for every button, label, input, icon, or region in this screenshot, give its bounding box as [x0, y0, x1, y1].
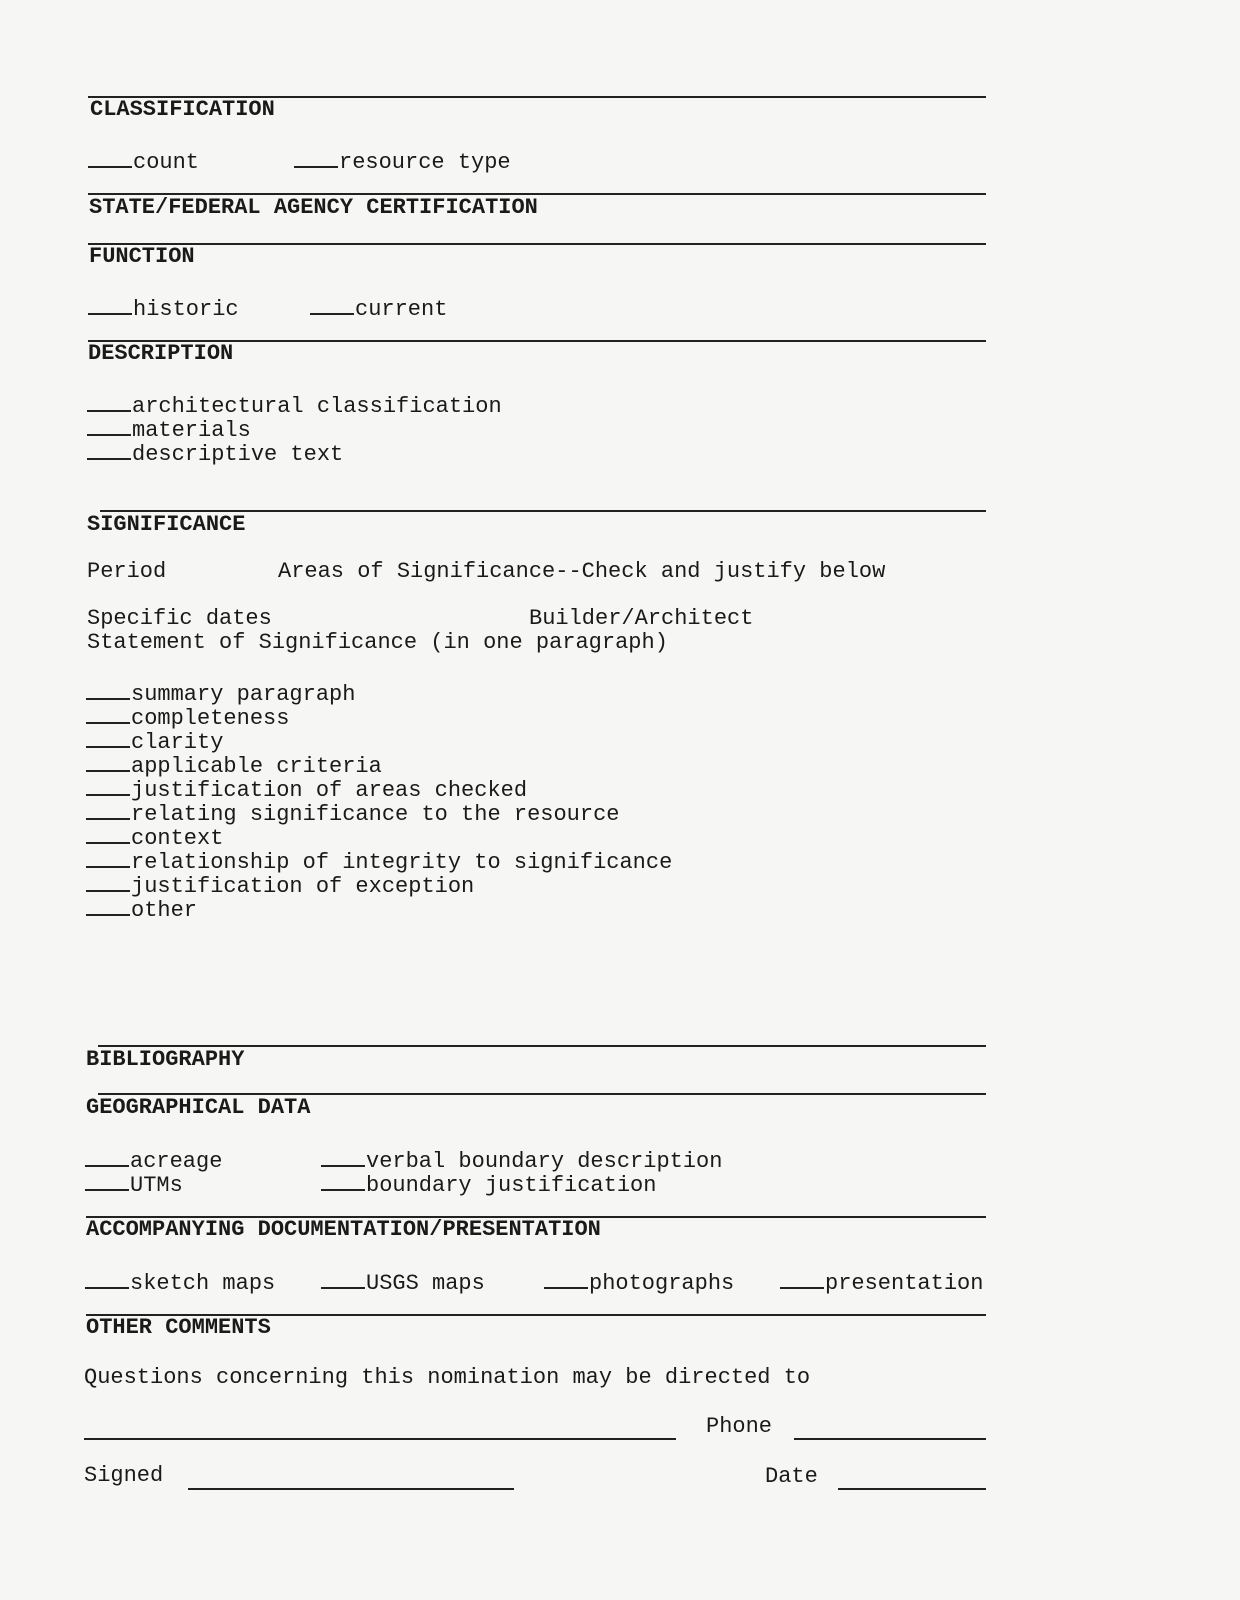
description-heading: DESCRIPTION: [88, 341, 234, 366]
statement-label: Statement of Significance (in one paragraph): [87, 630, 668, 655]
section-rule: [88, 243, 986, 245]
check-blank[interactable]: [85, 1267, 129, 1289]
check-blank[interactable]: [780, 1267, 824, 1289]
date-label: Date: [765, 1464, 818, 1489]
checkbox-item: count: [88, 146, 199, 175]
check-blank[interactable]: [321, 1267, 365, 1289]
check-blank[interactable]: [86, 726, 130, 748]
check-blank[interactable]: [321, 1169, 365, 1191]
check-blank[interactable]: [86, 750, 130, 772]
checkbox-item: completeness: [86, 702, 289, 731]
checkbox-item: applicable criteria: [86, 750, 382, 779]
documentation-heading: ACCOMPANYING DOCUMENTATION/PRESENTATION: [86, 1217, 601, 1242]
classification-heading: CLASSIFICATION: [90, 97, 275, 122]
check-blank[interactable]: [88, 293, 132, 315]
checkbox-item: USGS maps: [321, 1267, 485, 1296]
questions-text: Questions concerning this nomination may be directed to: [84, 1365, 811, 1390]
check-blank[interactable]: [87, 438, 131, 460]
checkbox-item: descriptive text: [87, 438, 343, 467]
check-blank[interactable]: [85, 1169, 129, 1191]
check-blank[interactable]: [85, 1145, 129, 1167]
check-blank[interactable]: [86, 822, 130, 844]
checkbox-item: boundary justification: [321, 1169, 656, 1198]
checkbox-item: presentation: [780, 1267, 983, 1296]
signature-line[interactable]: [188, 1488, 514, 1490]
checkbox-item: architectural classification: [87, 390, 502, 419]
checkbox-item: acreage: [85, 1145, 222, 1174]
check-blank[interactable]: [86, 678, 130, 700]
phone-line[interactable]: [794, 1438, 986, 1440]
significance-heading: SIGNIFICANCE: [87, 512, 246, 537]
bibliography-heading: BIBLIOGRAPHY: [86, 1047, 245, 1072]
check-blank[interactable]: [294, 146, 338, 168]
check-blank[interactable]: [86, 798, 130, 820]
areas-label: Areas of Significance--Check and justify below: [278, 559, 886, 584]
checkbox-item: photographs: [544, 1267, 734, 1296]
checkbox-item: historic: [88, 293, 239, 322]
check-blank[interactable]: [88, 146, 132, 168]
geographical-heading: GEOGRAPHICAL DATA: [86, 1095, 311, 1120]
checkbox-item: context: [86, 822, 223, 851]
check-blank[interactable]: [544, 1267, 588, 1289]
checkbox-item: justification of areas checked: [86, 774, 527, 803]
checkbox-item: summary paragraph: [86, 678, 355, 707]
date-line[interactable]: [838, 1488, 986, 1490]
comments-heading: OTHER COMMENTS: [86, 1315, 271, 1340]
checkbox-item: justification of exception: [86, 870, 474, 899]
check-blank[interactable]: [321, 1145, 365, 1167]
checkbox-item: materials: [87, 414, 251, 443]
phone-label: Phone: [706, 1414, 773, 1439]
checkbox-item: current: [310, 293, 447, 322]
checkbox-item: verbal boundary description: [321, 1145, 722, 1174]
check-blank[interactable]: [86, 870, 130, 892]
checkbox-item: relating significance to the resource: [86, 798, 619, 827]
checkbox-item: relationship of integrity to significance: [86, 846, 672, 875]
checkbox-item: UTMs: [85, 1169, 183, 1198]
check-blank[interactable]: [87, 390, 131, 412]
dates-label: Specific dates: [87, 606, 272, 631]
builder-label: Builder/Architect: [529, 606, 754, 631]
check-blank[interactable]: [86, 846, 130, 868]
checkbox-item: sketch maps: [85, 1267, 275, 1296]
checkbox-item: clarity: [86, 726, 223, 755]
check-blank[interactable]: [86, 894, 130, 916]
check-blank[interactable]: [86, 702, 130, 724]
check-blank[interactable]: [87, 414, 131, 436]
signed-label: Signed: [84, 1463, 164, 1488]
function-heading: FUNCTION: [89, 244, 195, 269]
check-blank[interactable]: [310, 293, 354, 315]
check-blank[interactable]: [86, 774, 130, 796]
certification-heading: STATE/FEDERAL AGENCY CERTIFICATION: [89, 195, 538, 220]
checkbox-item: other: [86, 894, 197, 923]
contact-name-line[interactable]: [84, 1438, 676, 1440]
period-label: Period: [87, 559, 167, 584]
checkbox-item: resource type: [294, 146, 511, 175]
